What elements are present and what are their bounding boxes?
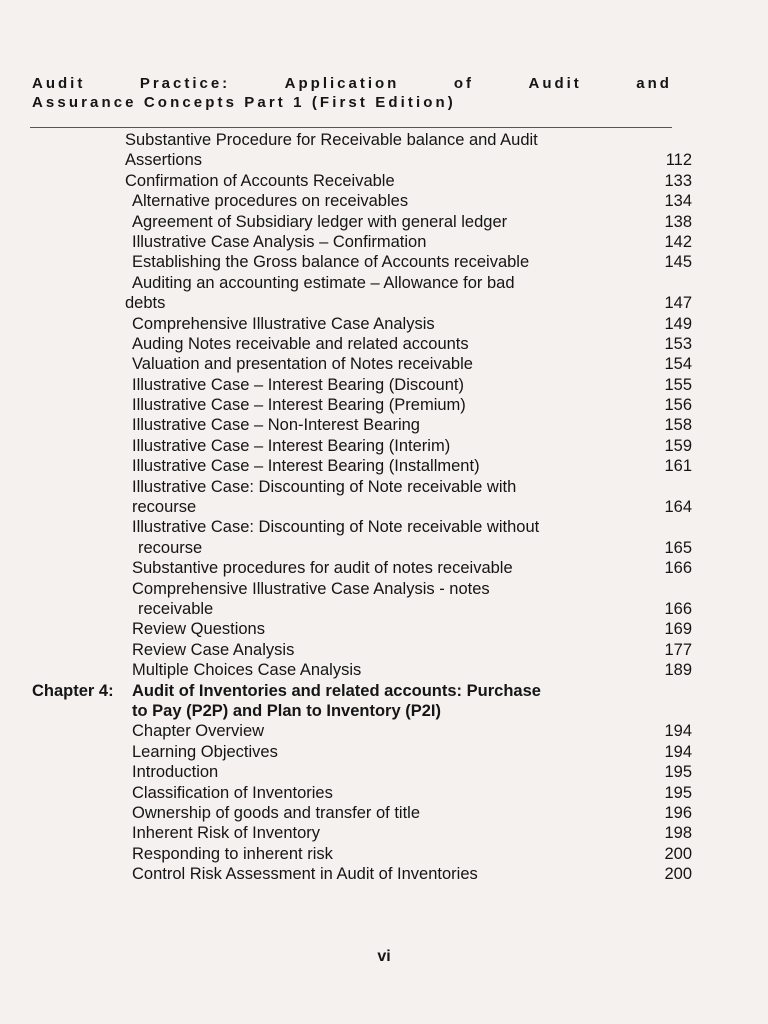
- toc-entry: [0, 456, 768, 476]
- title-word: Practice:: [139, 75, 231, 92]
- toc-entry: [0, 191, 768, 211]
- toc-entry-title: Illustrative Case – Interest Bearing (Discount): [132, 375, 464, 394]
- book-title-line-1: [32, 74, 672, 93]
- toc-entry-page: 153: [664, 334, 692, 353]
- toc-entry: [0, 314, 768, 334]
- toc-entry-page: 134: [664, 192, 692, 211]
- toc-entry-page: 166: [664, 559, 692, 578]
- toc-entry-title: Valuation and presentation of Notes receivable: [132, 355, 473, 374]
- toc-entry-page: 200: [664, 844, 692, 863]
- toc-entry: [0, 864, 768, 884]
- toc-entry: [0, 619, 768, 639]
- toc-entry-title: Illustrative Case – Interest Bearing (Interim): [132, 436, 451, 455]
- toc-entry-title: Ownership of goods and transfer of title: [132, 803, 420, 822]
- toc-entry: [0, 660, 768, 680]
- toc-entry-title: Chapter Overview: [132, 722, 265, 741]
- toc-entry: [0, 375, 768, 395]
- toc-entry-title: debts: [125, 294, 166, 313]
- toc-entry: [0, 721, 768, 741]
- toc-entry: [0, 783, 768, 803]
- toc-entry: [0, 273, 768, 293]
- toc-entry-page: 133: [664, 171, 692, 190]
- toc-entry-title: Illustrative Case – Interest Bearing (Premium): [132, 396, 466, 415]
- page-number: vi: [377, 948, 391, 965]
- toc-entry-title: Illustrative Case – Interest Bearing (Installment): [132, 457, 480, 476]
- toc-entry-page: 145: [664, 253, 692, 272]
- toc-entry: [0, 579, 768, 599]
- title-word: and: [636, 75, 672, 92]
- toc-entry-title: Auding Notes receivable and related accounts: [132, 334, 469, 353]
- toc-entry-page: 194: [664, 742, 692, 761]
- toc-entry: [0, 171, 768, 191]
- toc-entry-title: Confirmation of Accounts Receivable: [125, 171, 395, 190]
- toc-entry-page: 195: [664, 783, 692, 802]
- toc-entry: [0, 334, 768, 354]
- toc-entry-title: Assertions: [125, 151, 203, 170]
- toc-entry-title: Learning Objectives: [132, 742, 278, 761]
- toc-entry: [0, 823, 768, 843]
- toc-entry-title: Introduction: [132, 763, 219, 782]
- toc-entry: [0, 395, 768, 415]
- toc-entry-title: Inherent Risk of Inventory: [132, 824, 321, 843]
- title-word: Audit: [32, 75, 86, 92]
- toc-entry-page: 159: [664, 436, 692, 455]
- toc-entry: [0, 232, 768, 252]
- toc-chapter-heading: [0, 681, 768, 701]
- toc-entry-title: Audit of Inventories and related accounts: Purchase: [132, 681, 541, 700]
- toc-entry-page: 147: [664, 294, 692, 313]
- title-word: Audit: [528, 75, 582, 92]
- toc-entry: [0, 150, 768, 170]
- toc-entry-page: 169: [664, 620, 692, 639]
- toc-entry: [0, 436, 768, 456]
- toc-entry-page: 149: [664, 314, 692, 333]
- toc-entry-title: Review Case Analysis: [132, 640, 295, 659]
- toc-entry-title: Multiple Choices Case Analysis: [132, 661, 362, 680]
- toc-entry: [0, 415, 768, 435]
- toc-entry-title: Responding to inherent risk: [132, 844, 333, 863]
- toc-entry-title: Review Questions: [132, 620, 265, 639]
- toc-entry-title: Establishing the Gross balance of Accounts receivable: [132, 253, 530, 272]
- title-word: of: [453, 75, 474, 92]
- toc-entry-title: Illustrative Case Analysis – Confirmation: [132, 232, 427, 251]
- toc-entry-title: Comprehensive Illustrative Case Analysis: [132, 314, 435, 333]
- toc-entry-page: 154: [664, 355, 692, 374]
- header-divider: [30, 127, 672, 128]
- toc-entry-title: recourse: [138, 538, 203, 557]
- toc-entry-title: Substantive Procedure for Receivable balance and Audit: [125, 131, 538, 149]
- table-of-contents: [0, 130, 768, 884]
- toc-entry: [0, 212, 768, 232]
- book-title-header: [32, 74, 672, 112]
- chapter-label: Chapter 4:: [32, 681, 114, 700]
- toc-entry-page: 156: [664, 396, 692, 415]
- toc-entry-title: Auditing an accounting estimate – Allowance for bad: [132, 273, 515, 292]
- toc-entry-page: 155: [664, 375, 692, 394]
- toc-entry-title: receivable: [138, 599, 214, 618]
- toc-entry-page: 198: [664, 824, 692, 843]
- toc-entry-page: 195: [664, 763, 692, 782]
- toc-entry: [0, 844, 768, 864]
- toc-entry-title: recourse: [132, 498, 197, 517]
- toc-entry-page: 164: [664, 498, 692, 517]
- toc-entry: [0, 130, 768, 150]
- toc-entry-page: 166: [664, 599, 692, 618]
- toc-entry-title: Agreement of Subsidiary ledger with general ledger: [132, 212, 508, 231]
- toc-entry: [0, 497, 768, 517]
- toc-entry-title: Classification of Inventories: [132, 783, 333, 802]
- toc-entry-page: 112: [665, 151, 692, 170]
- toc-entry-title: Substantive procedures for audit of notes receivable: [132, 559, 513, 578]
- toc-entry: [0, 354, 768, 374]
- toc-entry-page: 165: [664, 538, 692, 557]
- toc-chapter-heading: [0, 701, 768, 721]
- toc-entry: [0, 538, 768, 558]
- toc-entry-page: 142: [664, 232, 692, 251]
- toc-entry-page: 138: [664, 212, 692, 231]
- book-title-line-2: Assurance Concepts Part 1 (First Edition): [32, 94, 456, 111]
- toc-entry: [0, 640, 768, 660]
- toc-entry: [0, 252, 768, 272]
- toc-entry: [0, 517, 768, 537]
- toc-entry-page: 158: [664, 416, 692, 435]
- toc-entry-title: Illustrative Case – Non-Interest Bearing: [132, 416, 420, 435]
- toc-entry: [0, 599, 768, 619]
- toc-entry-page: 196: [664, 803, 692, 822]
- toc-entry-title: Illustrative Case: Discounting of Note receivable without: [132, 518, 540, 537]
- toc-entry: [0, 742, 768, 762]
- toc-entry: [0, 762, 768, 782]
- toc-entry: [0, 558, 768, 578]
- toc-entry-title: Control Risk Assessment in Audit of Inventories: [132, 865, 478, 884]
- toc-entry-page: 189: [664, 661, 692, 680]
- toc-entry-page: 200: [664, 865, 692, 884]
- toc-entry-page: 194: [664, 722, 692, 741]
- toc-entry: [0, 803, 768, 823]
- toc-entry-page: 177: [664, 640, 692, 659]
- toc-entry-title: Illustrative Case: Discounting of Note receivable with: [132, 477, 517, 496]
- toc-entry-title: to Pay (P2P) and Plan to Inventory (P2I): [132, 701, 441, 720]
- toc-entry-title: Comprehensive Illustrative Case Analysis - notes: [132, 579, 490, 598]
- toc-entry-title: Alternative procedures on receivables: [132, 192, 409, 211]
- toc-entry-page: 161: [664, 457, 692, 476]
- title-word: Application: [284, 75, 400, 92]
- toc-entry: [0, 293, 768, 313]
- toc-entry: [0, 477, 768, 497]
